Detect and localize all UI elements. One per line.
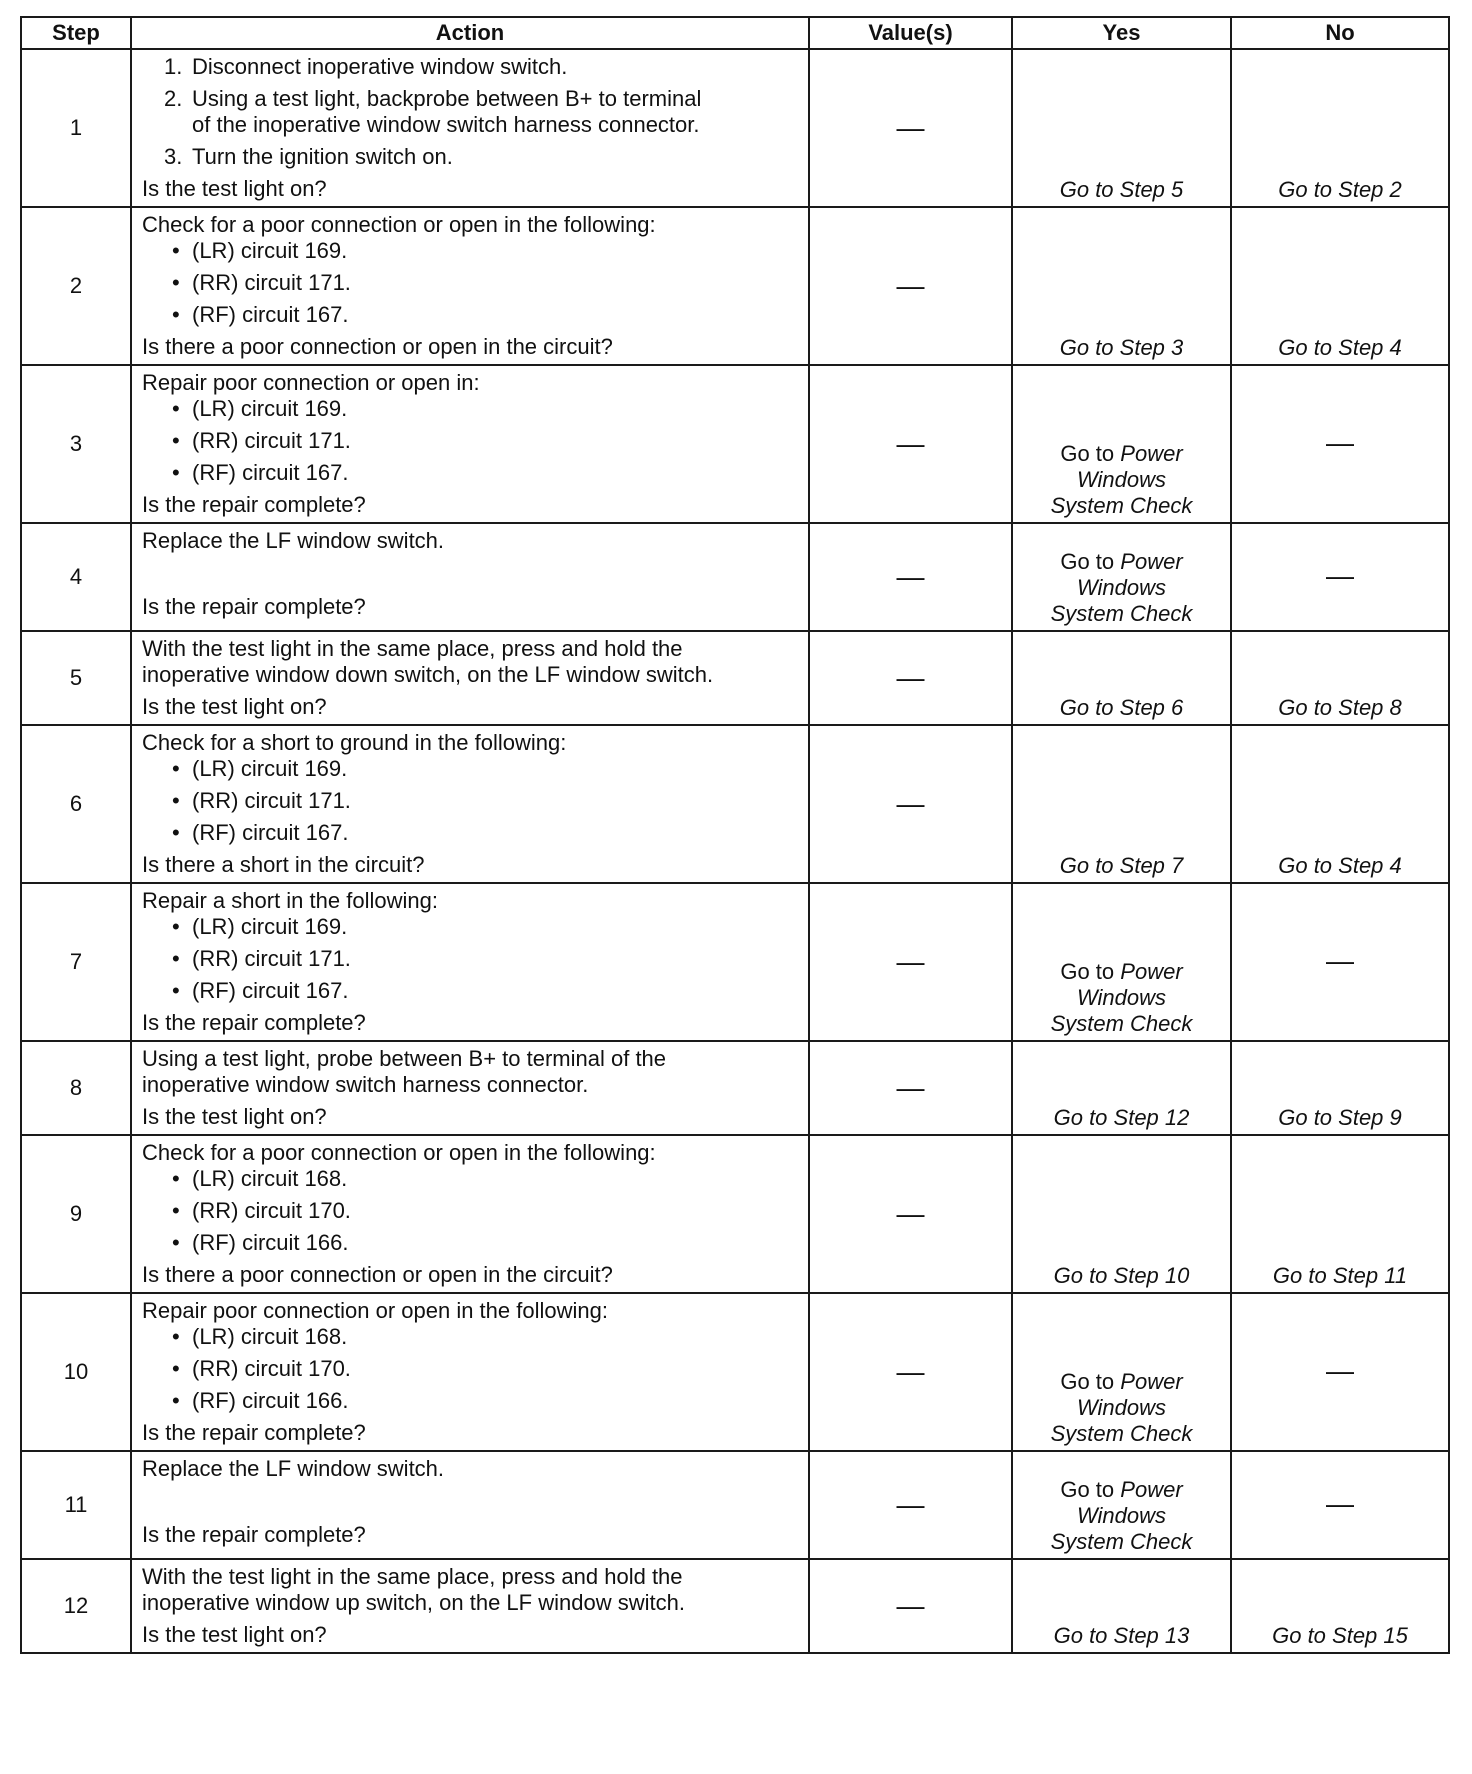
bullet-item: • (LR) circuit 169. bbox=[172, 914, 348, 939]
bullet-item: • (RF) circuit 167. bbox=[172, 978, 349, 1003]
action-lead: Check for a poor connection or open in the following: bbox=[142, 212, 656, 237]
question: Is there a short in the circuit? bbox=[142, 852, 425, 877]
question: Is there a poor connection or open in the circuit? bbox=[142, 1262, 613, 1287]
bullet-item: • (LR) circuit 169. bbox=[172, 756, 348, 781]
bullet-item: • (RR) circuit 170. bbox=[172, 1356, 351, 1381]
step-number: 2 bbox=[21, 207, 131, 365]
step-number: 4 bbox=[21, 523, 131, 631]
bullet-item: • (RR) circuit 171. bbox=[172, 270, 351, 295]
header-yes: Yes bbox=[1012, 17, 1231, 49]
yes-cell: Go to Power Windows System Check bbox=[1012, 1451, 1231, 1559]
question: Is the repair complete? bbox=[142, 1420, 366, 1445]
numbered-item: 3. Turn the ignition switch on. bbox=[164, 144, 453, 169]
action-cell bbox=[131, 207, 809, 365]
question: Is the repair complete? bbox=[142, 1522, 366, 1547]
action-lead: Using a test light, probe between B+ to terminal of the bbox=[142, 1046, 667, 1071]
bullet-item: • (LR) circuit 169. bbox=[172, 396, 348, 421]
step-number: 5 bbox=[21, 631, 131, 725]
step-number: 7 bbox=[21, 883, 131, 1041]
no-cell: Go to Step 4 bbox=[1231, 725, 1449, 883]
yes-cell: Go to Step 5 bbox=[1012, 49, 1231, 207]
no-cell: — bbox=[1231, 1451, 1449, 1559]
numbered-item: 2. Using a test light, backprobe between B+ to terminal of the inoperative window switch harness connector. bbox=[164, 86, 702, 137]
diagnostic-table bbox=[20, 16, 1450, 1654]
no-cell: Go to Step 11 bbox=[1231, 1135, 1449, 1293]
action-lead: Check for a poor connection or open in the following: bbox=[142, 1140, 656, 1165]
value-cell: — bbox=[809, 631, 1012, 725]
table-row bbox=[21, 49, 1449, 207]
action-lead: Check for a short to ground in the following: bbox=[142, 730, 567, 755]
action-lead-cont: inoperative window switch harness connector. bbox=[142, 1072, 589, 1097]
action-lead: Repair a short in the following: bbox=[142, 888, 438, 913]
table-row bbox=[21, 1135, 1449, 1293]
action-cell bbox=[131, 49, 809, 207]
step-number: 6 bbox=[21, 725, 131, 883]
question: Is the test light on? bbox=[142, 176, 327, 201]
bullet-item: • (LR) circuit 168. bbox=[172, 1324, 348, 1349]
bullet-item: • (RF) circuit 167. bbox=[172, 302, 349, 327]
yes-cell: Go to Power Windows System Check bbox=[1012, 523, 1231, 631]
action-lead: Repair poor connection or open in: bbox=[142, 370, 480, 395]
yes-cell: Go to Power Windows System Check bbox=[1012, 1293, 1231, 1451]
step-number: 9 bbox=[21, 1135, 131, 1293]
table-row bbox=[21, 1559, 1449, 1653]
no-cell: Go to Step 8 bbox=[1231, 631, 1449, 725]
question: Is the test light on? bbox=[142, 1622, 327, 1647]
no-cell: — bbox=[1231, 1293, 1449, 1451]
numbered-item: 1. Disconnect inoperative window switch. bbox=[164, 54, 568, 79]
action-cell bbox=[131, 1293, 809, 1451]
step-number: 8 bbox=[21, 1041, 131, 1135]
yes-cell: Go to Step 10 bbox=[1012, 1135, 1231, 1293]
bullet-item: • (LR) circuit 168. bbox=[172, 1166, 348, 1191]
header-values: Value(s) bbox=[809, 17, 1012, 49]
header-no: No bbox=[1231, 17, 1449, 49]
table-row bbox=[21, 883, 1449, 1041]
value-cell: — bbox=[809, 523, 1012, 631]
header-step: Step bbox=[21, 17, 131, 49]
value-cell: — bbox=[809, 1135, 1012, 1293]
yes-cell: Go to Step 3 bbox=[1012, 207, 1231, 365]
question: Is the test light on? bbox=[142, 694, 327, 719]
action-lead: With the test light in the same place, press and hold the bbox=[142, 1564, 683, 1589]
action-lead: Repair poor connection or open in the following: bbox=[142, 1298, 608, 1323]
action-cell bbox=[131, 1451, 809, 1559]
step-number: 12 bbox=[21, 1559, 131, 1653]
action-lead-cont: inoperative window down switch, on the LF window switch. bbox=[142, 662, 714, 687]
action-cell bbox=[131, 1041, 809, 1135]
no-cell: Go to Step 15 bbox=[1231, 1559, 1449, 1653]
value-cell: — bbox=[809, 883, 1012, 1041]
table-row bbox=[21, 1293, 1449, 1451]
bullet-item: • (RF) circuit 166. bbox=[172, 1230, 349, 1255]
bullet-item: • (RR) circuit 170. bbox=[172, 1198, 351, 1223]
action-cell bbox=[131, 631, 809, 725]
value-cell: — bbox=[809, 365, 1012, 523]
value-cell: — bbox=[809, 49, 1012, 207]
value-cell: — bbox=[809, 1451, 1012, 1559]
action-lead: Replace the LF window switch. bbox=[142, 1456, 445, 1481]
action-cell bbox=[131, 365, 809, 523]
table-row bbox=[21, 523, 1449, 631]
bullet-item: • (RF) circuit 167. bbox=[172, 460, 349, 485]
yes-cell: Go to Step 7 bbox=[1012, 725, 1231, 883]
no-cell: Go to Step 9 bbox=[1231, 1041, 1449, 1135]
table-row bbox=[21, 725, 1449, 883]
table-row bbox=[21, 631, 1449, 725]
question: Is the repair complete? bbox=[142, 492, 366, 517]
yes-cell: Go to Step 13 bbox=[1012, 1559, 1231, 1653]
bullet-item: • (RR) circuit 171. bbox=[172, 788, 351, 813]
table-row bbox=[21, 1451, 1449, 1559]
no-cell: Go to Step 4 bbox=[1231, 207, 1449, 365]
action-lead-cont: inoperative window up switch, on the LF window switch. bbox=[142, 1590, 685, 1615]
no-cell: — bbox=[1231, 523, 1449, 631]
action-cell bbox=[131, 1559, 809, 1653]
action-cell bbox=[131, 523, 809, 631]
table-row bbox=[21, 1041, 1449, 1135]
value-cell: — bbox=[809, 725, 1012, 883]
step-number: 1 bbox=[21, 49, 131, 207]
yes-cell: Go to Step 6 bbox=[1012, 631, 1231, 725]
value-cell: — bbox=[809, 1041, 1012, 1135]
bullet-item: • (LR) circuit 169. bbox=[172, 238, 348, 263]
header-row bbox=[21, 17, 1449, 49]
action-cell bbox=[131, 883, 809, 1041]
action-lead: Replace the LF window switch. bbox=[142, 528, 445, 553]
no-cell: — bbox=[1231, 883, 1449, 1041]
value-cell: — bbox=[809, 1559, 1012, 1653]
table-row bbox=[21, 365, 1449, 523]
bullet-item: • (RR) circuit 171. bbox=[172, 428, 351, 453]
value-cell: — bbox=[809, 207, 1012, 365]
no-cell: Go to Step 2 bbox=[1231, 49, 1449, 207]
yes-cell: Go to Step 12 bbox=[1012, 1041, 1231, 1135]
question: Is the test light on? bbox=[142, 1104, 327, 1129]
question: Is the repair complete? bbox=[142, 594, 366, 619]
bullet-item: • (RR) circuit 171. bbox=[172, 946, 351, 971]
step-number: 10 bbox=[21, 1293, 131, 1451]
question: Is the repair complete? bbox=[142, 1010, 366, 1035]
action-lead: With the test light in the same place, press and hold the bbox=[142, 636, 683, 661]
action-cell bbox=[131, 1135, 809, 1293]
step-number: 3 bbox=[21, 365, 131, 523]
header-action: Action bbox=[131, 17, 809, 49]
value-cell: — bbox=[809, 1293, 1012, 1451]
action-cell bbox=[131, 725, 809, 883]
step-number: 11 bbox=[21, 1451, 131, 1559]
yes-cell: Go to Power Windows System Check bbox=[1012, 883, 1231, 1041]
yes-cell: Go to Power Windows System Check bbox=[1012, 365, 1231, 523]
question: Is there a poor connection or open in the circuit? bbox=[142, 334, 613, 359]
bullet-item: • (RF) circuit 167. bbox=[172, 820, 349, 845]
bullet-item: • (RF) circuit 166. bbox=[172, 1388, 349, 1413]
no-cell: — bbox=[1231, 365, 1449, 523]
table-row bbox=[21, 207, 1449, 365]
